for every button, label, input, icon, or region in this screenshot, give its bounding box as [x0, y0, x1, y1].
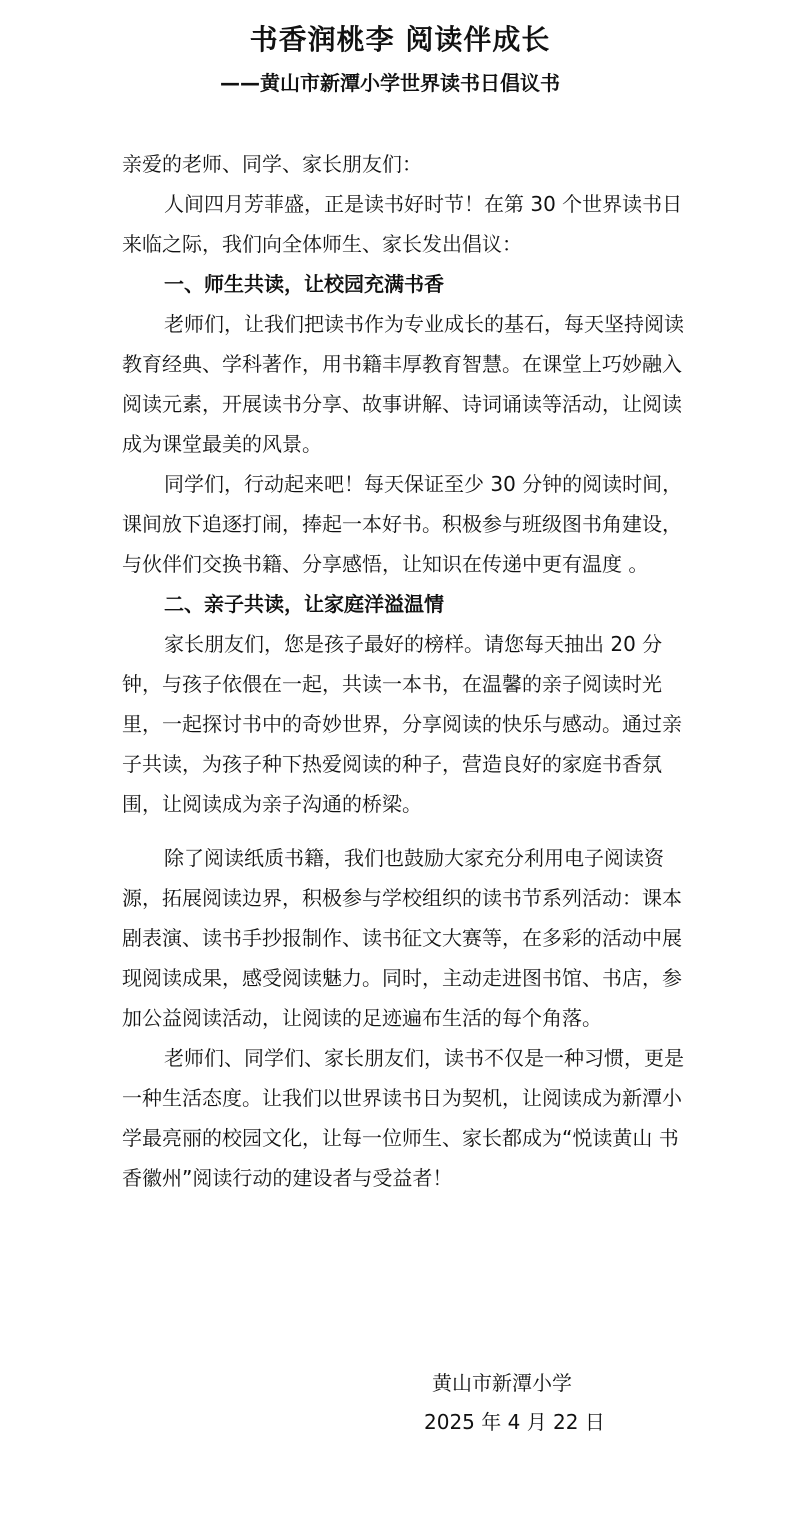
section-two-heading: 二、亲子共读，让家庭洋溢温情 [164, 592, 444, 616]
document-title: 书香润桃李 阅读伴成长 [249, 23, 551, 56]
teachers-paragraph: 老师们，让我们把读书作为专业成长的基石，每天坚持阅读教育经典、学科著作，用书籍丰厚教育智慧。在课堂上巧妙融入阅读元素，开展读书分享、故事讲解、诗词诵读等活动，让阅读成为课堂最美的风景。 [122, 312, 684, 456]
signature-date: 2025 年 4 月 22 日 [424, 1410, 605, 1434]
section-one-heading: 一、师生共读，让校园充满书香 [164, 272, 444, 296]
closing-paragraph: 老师们、同学们、家长朋友们，读书不仅是一种习惯，更是一种生活态度。让我们以世界读书日为契机，让阅读成为新潭小学最亮丽的校园文化，让每一位师生、家长都成为“悦读黄山 书香徽州”阅读行动的建设者与受益者！ [122, 1046, 684, 1190]
activities-paragraph: 除了阅读纸质书籍，我们也鼓励大家充分利用电子阅读资源，拓展阅读边界，积极参与学校组织的读书节系列活动：课本剧表演、读书手抄报制作、读书征文大赛等，在多彩的活动中展现阅读成果，感受阅读魅力。同时，主动走进图书馆、书店，参加公益阅读活动，让阅读的足迹遍布生活的每个角落。 [122, 846, 682, 1030]
intro-paragraph: 人间四月芳菲盛，正是读书好时节！在第 30 个世界读书日来临之际，我们向全体师生、家长发出倡议： [122, 192, 683, 256]
document-subtitle: ——黄山市新潭小学世界读书日倡议书 [220, 71, 560, 95]
signature-school: 黄山市新潭小学 [432, 1371, 572, 1395]
greeting-line: 亲爱的老师、同学、家长朋友们： [122, 152, 422, 176]
letter-body [122, 144, 690, 1198]
students-paragraph: 同学们，行动起来吧！每天保证至少 30 分钟的阅读时间，课间放下追逐打闹，捧起一本好书。积极参与班级图书角建设，与伙伴们交换书籍、分享感悟，让知识在传递中更有温度 。 [122, 472, 683, 576]
parents-paragraph: 家长朋友们，您是孩子最好的榜样。请您每天抽出 20 分钟，与孩子依偎在一起，共读一本书，在温馨的亲子阅读时光里，一起探讨书中的奇妙世界，分享阅读的快乐与感动。通过亲子共读，为孩子种下热爱阅读的种子，营造良好的家庭书香氛围，让阅读成为亲子沟通的桥梁。 [122, 632, 682, 816]
